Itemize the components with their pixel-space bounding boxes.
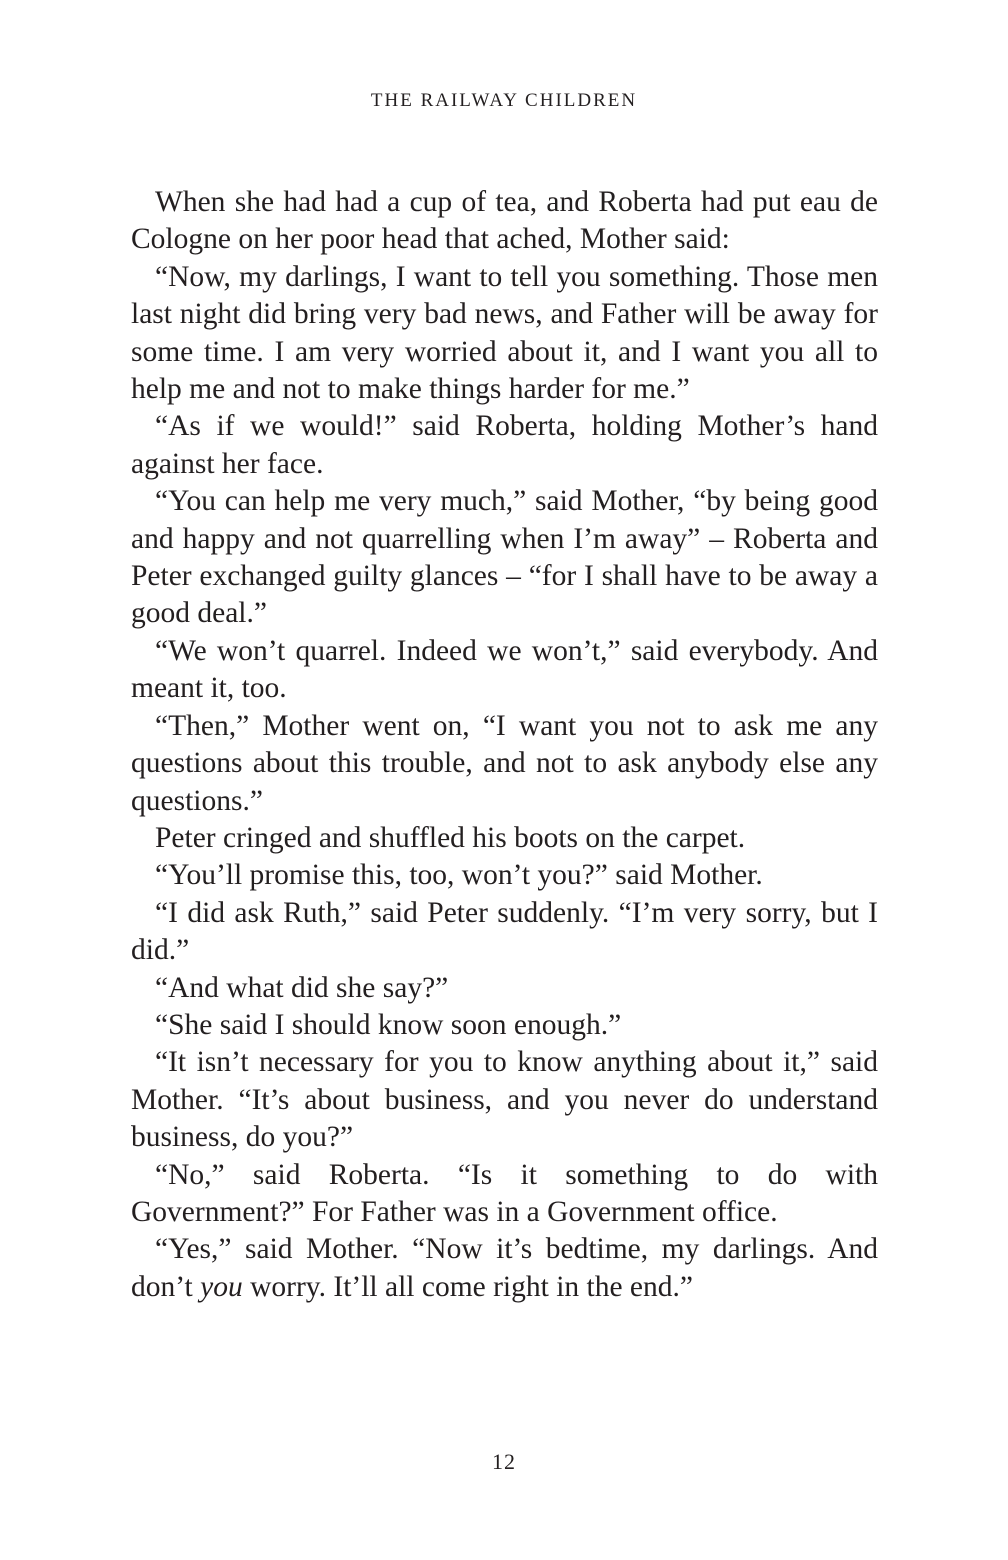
paragraph: “Now, my darlings, I want to tell you something. Those men last night did bring very bad news, and Father will be away for some time. I am very worried about it, and I want you all to help me and not to make things harder for me.” xyxy=(131,260,878,406)
paragraph: “It isn’t necessary for you to know anything about it,” said Mother. “It’s about business, and you never do understand business, do you?” xyxy=(131,1046,878,1154)
page-number: 12 xyxy=(492,1449,516,1474)
paragraph: “You’ll promise this, too, won’t you?” said Mother. xyxy=(155,859,763,892)
paragraph: “She said I should know soon enough.” xyxy=(155,1008,622,1041)
paragraph: Peter cringed and shuffled his boots on the carpet. xyxy=(155,821,746,854)
emphasis-text: you xyxy=(200,1270,243,1303)
paragraph: When she had had a cup of tea, and Roberta had put eau de Cologne on her poor head that ached, Mother said: xyxy=(131,186,878,256)
paragraph-text: “Yes,” said Mother. “Now it’s bedtime, my darlings. And don’t xyxy=(131,1233,878,1303)
paragraph: “You can help me very much,” said Mother, “by being good and happy and not quarrelling when I’m away” – Roberta and Peter exchanged guilty glances – “for I shall have to be away a good deal.” xyxy=(131,485,878,630)
paragraph: “And what did she say?” xyxy=(155,971,449,1004)
body-text xyxy=(131,184,878,1306)
paragraph-text: worry. It’ll all come right in the end.” xyxy=(242,1270,693,1303)
paragraph: “We won’t quarrel. Indeed we won’t,” said everybody. And meant it, too. xyxy=(131,634,878,705)
paragraph: “No,” said Roberta. “Is it something to do with Government?” For Father was in a Government office. xyxy=(131,1158,878,1228)
paragraph: “I did ask Ruth,” said Peter suddenly. “I’m very sorry, but I did.” xyxy=(131,896,878,967)
paragraph-last xyxy=(131,1231,878,1306)
paragraph: “As if we would!” said Roberta, holding Mother’s hand against her face. xyxy=(131,410,878,480)
paragraph: “Then,” Mother went on, “I want you not to ask me any questions about this trouble, and not to ask anybody else any questions.” xyxy=(131,709,878,817)
running-head: THE RAILWAY CHILDREN xyxy=(370,90,638,111)
